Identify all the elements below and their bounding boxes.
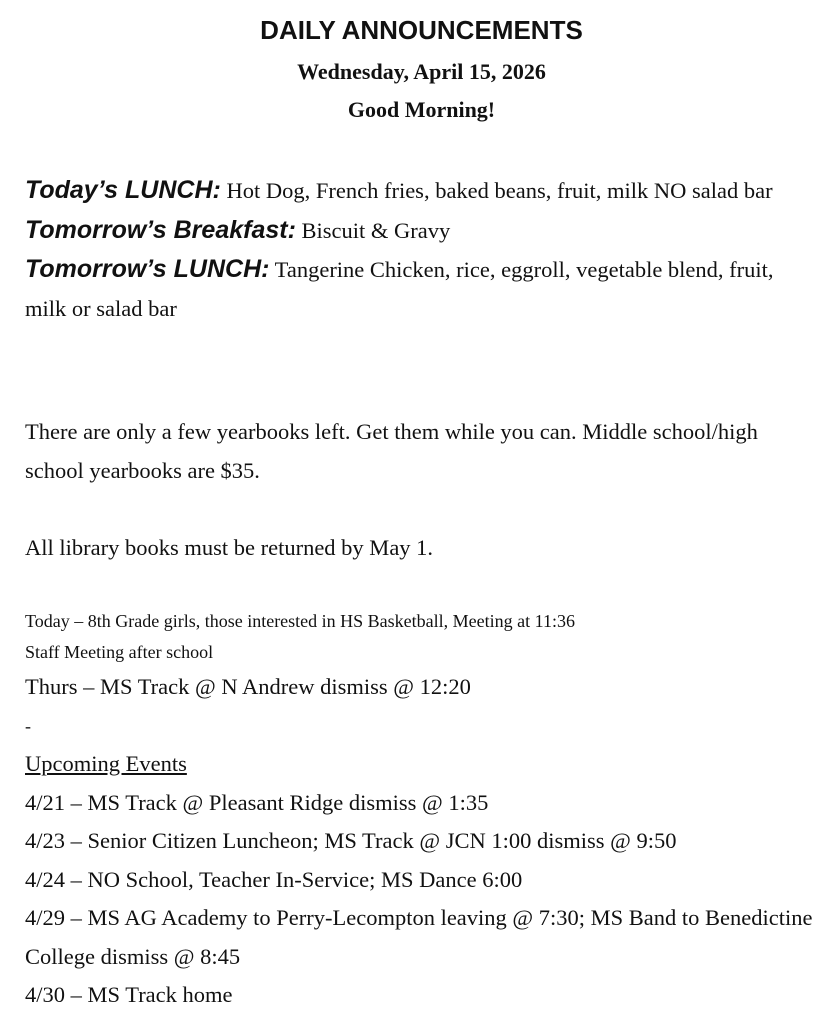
tomorrow-breakfast-label: Tomorrow’s Breakfast: [25, 215, 296, 244]
upcoming-heading: Upcoming Events [25, 751, 187, 776]
library-notice [25, 529, 815, 568]
event-item: 4/21 – MS Track @ Pleasant Ridge dismiss @ 1:35 [25, 789, 489, 815]
schedule-section [25, 606, 815, 742]
today-lunch [25, 171, 815, 211]
thursday-event: Thurs – MS Track @ N Andrew dismiss @ 12:20 [25, 674, 471, 699]
upcoming-events [25, 745, 815, 1015]
event-item: 4/30 – MS Track home [25, 982, 233, 1007]
tomorrow-lunch-text: Tangerine Chicken, rice, eggroll, vegetable blend, fruit, milk or salad bar [25, 257, 774, 321]
tomorrow-breakfast [25, 211, 815, 251]
today-lunch-text: Hot Dog, French fries, baked beans, fruit, milk NO salad bar [220, 178, 773, 203]
tomorrow-lunch-label: Tomorrow’s LUNCH: [25, 255, 270, 283]
event-item: 4/24 – NO School, Teacher In-Service; MS Dance 6:00 [25, 866, 523, 892]
tomorrow-lunch [25, 250, 815, 328]
today-meeting: Today – 8th Grade girls, those interested in HS Basketball, Meeting at 11:36 [25, 611, 575, 631]
separator-dash: - [25, 715, 31, 736]
yearbook-notice [25, 413, 815, 490]
event-item: 4/29 – MS AG Academy to Perry-Lecompton leaving @ 7:30; MS Band to Benedictine College dismiss @ 8:45 [25, 905, 813, 969]
menu-section [25, 171, 815, 328]
event-item: 4/23 – Senior Citizen Luncheon; MS Track @ JCN 1:00 dismiss @ 9:50 [25, 828, 677, 853]
tomorrow-breakfast-text: Biscuit & Gravy [295, 217, 451, 243]
date-heading: Wednesday, April 15, 2026 [297, 59, 546, 84]
yearbook-text: There are only a few yearbooks left. Get them while you can. Middle school/high school yearbooks are $35. [25, 419, 758, 483]
greeting-heading: Good Morning! [347, 97, 496, 122]
staff-meeting: Staff Meeting after school [25, 642, 214, 662]
page-title: DAILY ANNOUNCEMENTS [260, 15, 583, 45]
today-lunch-label: Today’s LUNCH: [25, 176, 221, 204]
library-text: All library books must be returned by May 1. [25, 535, 434, 560]
